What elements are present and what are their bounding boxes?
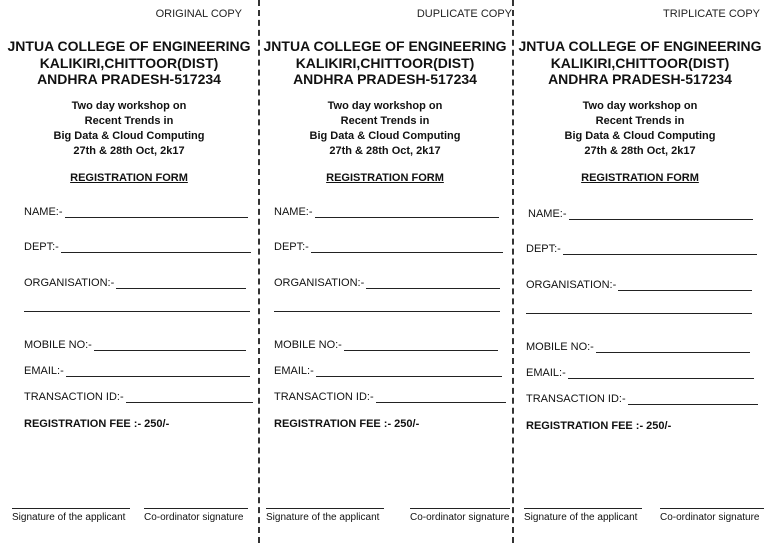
dept-label: DEPT:- xyxy=(526,243,561,255)
mobile-label: MOBILE NO:- xyxy=(526,341,594,353)
org-name: JNTUA COLLEGE OF ENGINEERING xyxy=(518,38,762,54)
form-title: REGISTRATION FORM xyxy=(581,172,699,184)
org-header xyxy=(512,38,768,88)
coordinator-signature: Co-ordinator signature xyxy=(660,508,764,523)
dept-field xyxy=(526,243,757,255)
org-name: JNTUA COLLEGE OF ENGINEERING xyxy=(263,38,507,54)
workshop-topic: Big Data & Cloud Computing xyxy=(309,130,461,142)
email-field xyxy=(274,365,502,377)
workshop-line: Two day workshop on xyxy=(582,100,698,112)
applicant-signature: Signature of the applicant xyxy=(12,508,130,523)
dept-label: DEPT:- xyxy=(274,241,309,253)
email-label: EMAIL:- xyxy=(274,365,314,377)
organisation-label: ORGANISATION:- xyxy=(274,277,365,289)
org-location: KALIKIRI,CHITTOOR(DIST) xyxy=(39,54,219,71)
mobile-line[interactable] xyxy=(596,341,750,353)
organisation-line[interactable] xyxy=(618,279,752,291)
workshop-line: Recent Trends in xyxy=(84,115,174,127)
registration-fee: REGISTRATION FEE :- 250/- xyxy=(526,420,672,432)
dept-label: DEPT:- xyxy=(24,241,59,253)
applicant-signature: Signature of the applicant xyxy=(266,508,384,523)
organisation-field xyxy=(274,277,500,289)
workshop-dates: 27th & 28th Oct, 2k17 xyxy=(329,145,441,157)
org-state: ANDHRA PRADESH-517234 xyxy=(548,71,732,87)
email-label: EMAIL:- xyxy=(526,367,566,379)
org-name: JNTUA COLLEGE OF ENGINEERING xyxy=(7,38,251,54)
coordinator-signature: Co-ordinator signature xyxy=(144,508,248,523)
cut-line-divider xyxy=(258,0,260,543)
workshop-line: Two day workshop on xyxy=(327,100,443,112)
workshop-info xyxy=(512,99,768,159)
transaction-id-line[interactable] xyxy=(628,393,758,405)
dept-line[interactable] xyxy=(311,241,503,253)
name-field xyxy=(274,206,499,218)
org-state: ANDHRA PRADESH-517234 xyxy=(37,71,221,87)
transaction-id-line[interactable] xyxy=(126,391,253,403)
organisation-field xyxy=(526,279,752,291)
copy-label: TRIPLICATE COPY xyxy=(663,8,760,20)
dept-field xyxy=(24,241,251,253)
copy-label: DUPLICATE COPY xyxy=(416,8,512,20)
email-line[interactable] xyxy=(568,367,754,379)
workshop-dates: 27th & 28th Oct, 2k17 xyxy=(584,145,696,157)
organisation-line-2[interactable] xyxy=(24,311,250,312)
registration-fee: REGISTRATION FEE :- 250/- xyxy=(274,418,420,430)
workshop-dates: 27th & 28th Oct, 2k17 xyxy=(73,145,185,157)
organisation-label: ORGANISATION:- xyxy=(24,277,115,289)
name-field xyxy=(528,208,753,220)
workshop-topic: Big Data & Cloud Computing xyxy=(53,130,205,142)
name-label: NAME:- xyxy=(528,208,567,220)
organisation-field xyxy=(24,277,246,289)
workshop-info xyxy=(0,99,258,159)
registration-form-triplicate xyxy=(512,0,768,543)
mobile-field xyxy=(274,339,498,351)
mobile-label: MOBILE NO:- xyxy=(24,339,92,351)
transaction-id-label: TRANSACTION ID:- xyxy=(24,391,124,403)
workshop-line: Two day workshop on xyxy=(71,100,187,112)
name-line[interactable] xyxy=(315,206,499,218)
registration-fee: REGISTRATION FEE :- 250/- xyxy=(24,418,170,430)
org-header xyxy=(0,38,258,88)
transaction-id-label: TRANSACTION ID:- xyxy=(274,391,374,403)
workshop-info xyxy=(258,99,512,159)
name-label: NAME:- xyxy=(274,206,313,218)
organisation-line[interactable] xyxy=(116,277,246,289)
form-title: REGISTRATION FORM xyxy=(70,172,188,184)
transaction-id-field xyxy=(274,391,506,403)
transaction-id-line[interactable] xyxy=(376,391,506,403)
org-state: ANDHRA PRADESH-517234 xyxy=(293,71,477,87)
organisation-line[interactable] xyxy=(366,277,500,289)
org-header xyxy=(258,38,512,88)
cut-line-divider xyxy=(512,0,514,543)
applicant-signature: Signature of the applicant xyxy=(524,508,642,523)
form-title: REGISTRATION FORM xyxy=(326,172,444,184)
org-location: KALIKIRI,CHITTOOR(DIST) xyxy=(550,54,730,71)
organisation-line-2[interactable] xyxy=(274,311,500,312)
mobile-line[interactable] xyxy=(344,339,498,351)
org-location: KALIKIRI,CHITTOOR(DIST) xyxy=(295,54,475,71)
dept-line[interactable] xyxy=(61,241,251,253)
email-line[interactable] xyxy=(66,365,250,377)
mobile-field xyxy=(526,341,750,353)
transaction-id-label: TRANSACTION ID:- xyxy=(526,393,626,405)
coordinator-signature: Co-ordinator signature xyxy=(410,508,510,523)
name-field xyxy=(24,206,248,218)
name-line[interactable] xyxy=(569,208,753,220)
mobile-line[interactable] xyxy=(94,339,246,351)
name-line[interactable] xyxy=(65,206,248,218)
dept-field xyxy=(274,241,503,253)
workshop-line: Recent Trends in xyxy=(595,115,685,127)
organisation-line-2[interactable] xyxy=(526,313,752,314)
email-field xyxy=(24,365,250,377)
transaction-id-field xyxy=(526,393,758,405)
email-line[interactable] xyxy=(316,365,502,377)
name-label: NAME:- xyxy=(24,206,63,218)
mobile-label: MOBILE NO:- xyxy=(274,339,342,351)
email-label: EMAIL:- xyxy=(24,365,64,377)
transaction-id-field xyxy=(24,391,253,403)
registration-form-original xyxy=(0,0,258,543)
email-field xyxy=(526,367,754,379)
workshop-line: Recent Trends in xyxy=(340,115,430,127)
organisation-label: ORGANISATION:- xyxy=(526,279,617,291)
registration-form-duplicate xyxy=(258,0,512,543)
workshop-topic: Big Data & Cloud Computing xyxy=(564,130,716,142)
copy-label: ORIGINAL COPY xyxy=(155,8,242,20)
dept-line[interactable] xyxy=(563,243,757,255)
mobile-field xyxy=(24,339,246,351)
